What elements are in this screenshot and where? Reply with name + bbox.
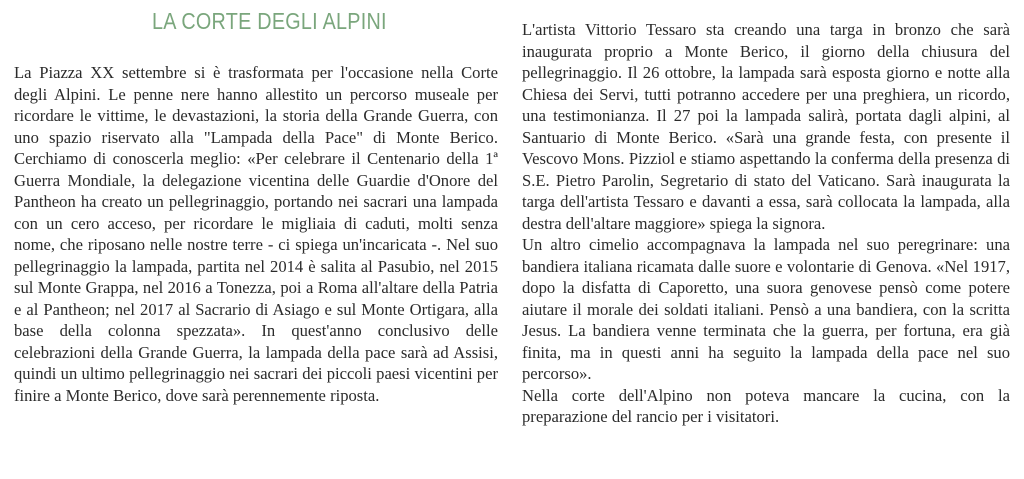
right-paragraph-2: Un altro cimelio accompagnava la lampada nel suo peregrinare: una bandiera italiana ricamata dalle suore e volontarie di Genova. «Nel 1917, dopo la disfatta di Caporetto, una suora genovese pensò come potere aiutare il morale dei soldati italiani. Pensò a una bandiera, con la scritta Jesus. La bandiera venne terminata che la guerra, per fortuna, era già finita, ma in questi anni ha seguito la lampada della pace nel suo percorso». bbox=[522, 235, 1010, 383]
left-column bbox=[14, 62, 498, 406]
right-paragraph-1: L'artista Vittorio Tessaro sta creando una targa in bronzo che sarà inaugurata proprio a Monte Berico, il giorno della chiusura del pellegrinaggio. Il 26 ottobre, la lampada sarà esposta giorno e notte alla Chiesa dei Servi, tutti potranno accedere per una preghiera, un ricordo, una testimonianza. Il 27 poi la lampada salirà, portata dagli alpini, al Santuario di Monte Berico. «Sarà una grande festa, con presente il Vescovo Mons. Pizziol e stiamo aspettando la conferma della presenza di S.E. Pietro Parolin, Segretario di stato del Vaticano. Sarà inaugurata la targa dell'artista Tessaro e davanti a essa, sarà collocata la lampada, alla destra dell'altare maggiore» spiega la signora. bbox=[522, 20, 1010, 233]
article-title: LA CORTE DEGLI ALPINI bbox=[152, 8, 387, 34]
left-paragraph-1: La Piazza XX settembre si è trasformata per l'occasione nella Corte degli Alpini. Le penne nere hanno allestito un percorso museale per ricordare le vittime, le devastazioni, la storia della Grande Guerra, con uno spazio riservato alla "Lampada della Pace" di Monte Berico. Cerchiamo di conoscerla meglio: «Per celebrare il Centenario della 1ª Guerra Mondiale, la delegazione vicentina delle Guardie d'Onore del Pantheon ha creato un pellegrinaggio, portando nei sacrari una lampada con un cero acceso, per ricordare le migliaia di caduti, molti senza nome, che riposano nelle nostre terre - ci spiega un'incaricata -. Nel suo pellegrinaggio la lampada, partita nel 2014 è salita al Pasubio, nel 2015 sul Monte Grappa, nel 2016 a Tonezza, poi a Roma all'altare della Patria e al Pantheon; nel 2017 al Sacrario di Asiago e sul Monte Ortigara, alla base della colonna spezzata». In quest'anno conclusivo delle celebrazioni della Grande Guerra, la lampada della pace sarà ad Assisi, quindi un ultimo pellegrinaggio nei sacrari dei piccoli paesi vicentini per finire a Monte Berico, dove sarà perennemente riposta. bbox=[14, 63, 498, 405]
right-paragraph-3: Nella corte dell'Alpino non poteva mancare la cucina, con la preparazione del rancio per i visitatori. bbox=[522, 385, 1010, 426]
right-column bbox=[522, 19, 1010, 428]
